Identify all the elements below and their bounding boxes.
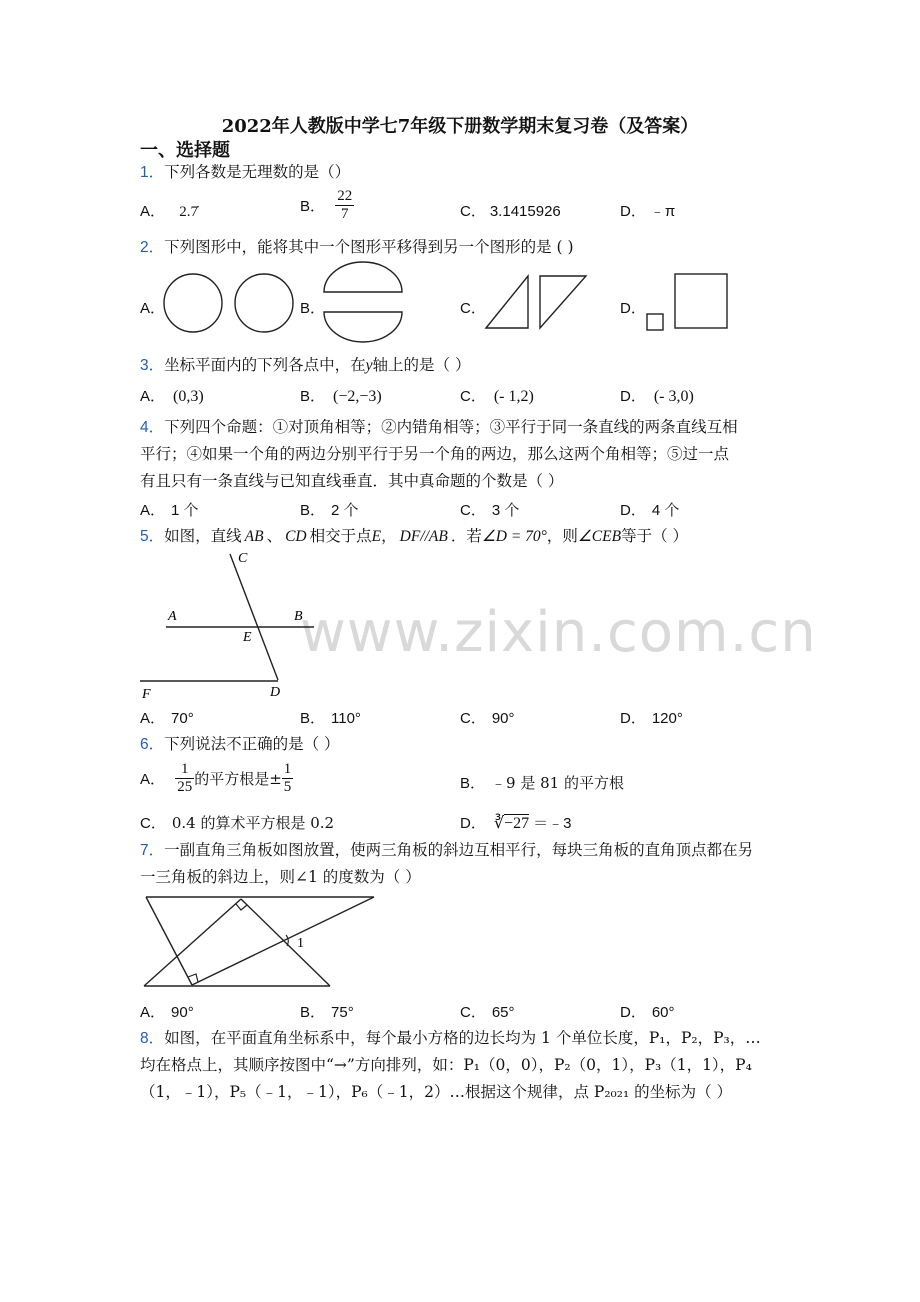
option-label: B． — [300, 502, 326, 519]
question-text: 相交于点 — [309, 527, 372, 545]
fraction: $\frac{22}{7}$ — [337, 188, 353, 222]
question-text: 下列说法不正确的是（ ） — [164, 735, 340, 753]
q7-option-d[interactable] — [620, 1001, 675, 1022]
q7-figure — [140, 892, 380, 992]
q6-option-a[interactable] — [140, 761, 293, 796]
question-text: 等于（ ） — [621, 527, 688, 545]
option-label: C． — [140, 815, 166, 832]
q6-option-c[interactable] — [140, 812, 334, 833]
q4-option-d[interactable] — [620, 499, 679, 520]
question-number: 4． — [140, 419, 165, 436]
question-text-tail: 轴上的是（ ） — [372, 356, 471, 374]
option-label: B． — [300, 198, 326, 215]
variable-y: y — [365, 357, 373, 374]
fraction: $\frac{1}{25}$ — [177, 761, 193, 795]
question-8-line-1 — [140, 1028, 761, 1049]
line-cd — [230, 554, 278, 680]
question-8-line-3: （1，﹣1），P₅（﹣1，﹣1），P₆（﹣1，2）…根据这个规律，点 P₂₀₂₁ 的坐标为（ ） — [140, 1083, 733, 1101]
option-label: C． — [460, 203, 486, 220]
question-number: 8． — [140, 1030, 165, 1047]
circle-shape-right — [235, 274, 293, 332]
option-label: A． — [140, 502, 166, 519]
option-value: (- 3,0) — [653, 388, 694, 405]
question-8-line-2: 均在格点上，其顺序按图中“→”方向排列，如：P₁（0，0），P₂（0，1），P₃（1，1），P₄ — [140, 1056, 752, 1074]
line-cd: CD — [285, 528, 307, 545]
semicircle-top — [324, 262, 402, 292]
q2-option-d[interactable]: D． — [620, 300, 646, 317]
option-value: 0.4 的算术平方根是 0.2 — [171, 814, 335, 832]
option-text: 的平方根是± — [194, 770, 282, 788]
question-3 — [140, 355, 470, 376]
option-label: D． — [620, 502, 646, 519]
comma: ， — [381, 527, 397, 545]
question-number: 6． — [140, 736, 165, 753]
question-number: 2． — [140, 239, 165, 256]
watermark: www.zixin.com.cn — [300, 600, 817, 665]
point-e: E — [371, 528, 382, 545]
option-label: D． — [620, 203, 646, 220]
parallel-condition: DF//AB — [399, 528, 448, 545]
question-text: 下列图形中，能将其中一个图形平移得到另一个图形的是 ( ) — [164, 238, 574, 256]
option-value: 3 个 — [491, 502, 520, 519]
label-a: A — [168, 609, 177, 624]
option-label: A． — [140, 1004, 166, 1021]
document-title: 2022年人教版中学七7年级下册数学期末复习卷（及答案） — [221, 116, 699, 137]
option-value: (−2,−3) — [333, 388, 382, 405]
q2-option-a[interactable]: A． — [140, 300, 166, 317]
question-4-line-2: 平行；④如果一个角的两边分别平行于另一个角的两边，那么这两个角相等；⑤过一点 — [140, 445, 730, 463]
q2-option-b[interactable]: B． — [300, 300, 326, 317]
question-text: ，则 — [546, 527, 578, 545]
option-value: 70° — [171, 710, 194, 727]
option-value: (- 1,2) — [493, 388, 534, 405]
q1-option-d[interactable] — [620, 200, 675, 221]
q2-figure-a — [160, 268, 285, 338]
circle-shape-left — [164, 274, 222, 332]
question-text: 坐标平面内的下列各点中，在 — [164, 356, 366, 374]
question-number: 7． — [140, 842, 165, 859]
option-label: A． — [140, 710, 166, 727]
semicircle-bottom — [324, 312, 402, 342]
line-ab: AB — [244, 528, 264, 545]
q2-figure-b — [318, 260, 408, 345]
option-value: 75° — [331, 1004, 354, 1021]
question-text: ．若 — [450, 527, 482, 545]
option-value: 1 个 — [171, 502, 199, 519]
angle-arc — [286, 935, 288, 946]
question-number: 5． — [140, 528, 165, 545]
right-angle-mark — [236, 904, 247, 910]
question-1 — [140, 162, 350, 183]
option-label: C． — [460, 1004, 486, 1021]
option-value: ﹣9 是 81 的平方根 — [491, 774, 624, 792]
q3-option-d[interactable] — [620, 385, 694, 406]
option-label: D． — [620, 1004, 646, 1021]
triangle-right — [540, 276, 586, 328]
option-label: A． — [140, 203, 166, 220]
option-value: 90° — [491, 710, 515, 727]
q2-option-c[interactable]: C． — [460, 300, 486, 317]
option-value: 65° — [491, 1004, 515, 1021]
option-label: B． — [460, 775, 486, 792]
option-label: C． — [460, 388, 486, 405]
q3-option-a[interactable] — [140, 385, 204, 406]
q2-figure-d — [645, 272, 735, 334]
q7-option-b[interactable] — [300, 1001, 354, 1022]
option-value: 2 个 — [331, 502, 359, 519]
q3-option-c[interactable] — [460, 385, 534, 406]
option-value: 90° — [171, 1004, 194, 1021]
question-7-line-1 — [140, 840, 753, 861]
option-value: 60° — [651, 1004, 675, 1021]
q4-option-b[interactable] — [300, 499, 359, 520]
q6-option-b[interactable] — [460, 772, 624, 793]
triangle-leg — [146, 897, 192, 985]
q5-option-a[interactable] — [140, 707, 194, 728]
small-square — [647, 314, 663, 330]
option-value: ＝﹣3 — [533, 815, 572, 832]
question-text: 下列各数是无理数的是（） — [164, 163, 351, 181]
triangle-left — [486, 276, 528, 328]
large-square — [675, 274, 727, 328]
question-4-line-3: 有且只有一条直线与已知直线垂直．其中真命题的个数是（ ） — [140, 472, 564, 490]
q3-option-b[interactable] — [300, 385, 382, 406]
option-label: D． — [620, 388, 646, 405]
q2-figure-c — [482, 270, 592, 332]
q5-figure — [138, 548, 318, 703]
label-f: F — [142, 687, 151, 702]
option-value: 110° — [331, 710, 361, 727]
q7-option-c[interactable] — [460, 1001, 515, 1022]
option-label: C． — [460, 710, 486, 727]
label-d: D — [270, 685, 281, 700]
q7-option-a[interactable] — [140, 1001, 194, 1022]
triangle-leg — [241, 899, 330, 986]
question-number: 1． — [140, 164, 165, 181]
question-7-line-2: 一三角板的斜边上，则∠1 的度数为（ ） — [140, 868, 421, 886]
option-label: A． — [140, 388, 166, 405]
option-label: D． — [460, 815, 486, 832]
section-heading: 一、选择题 — [140, 140, 230, 161]
q1-option-b[interactable] — [300, 188, 354, 223]
question-text: 如图，在平面直角坐标系中，每个最小方格的边长均为 1 个单位长度，P₁，P₂，P₃，… — [164, 1029, 761, 1047]
label-b: B — [294, 609, 303, 624]
q4-option-a[interactable] — [140, 499, 199, 520]
q5-option-d[interactable] — [620, 707, 683, 728]
radicand: −27 — [504, 815, 530, 832]
separator: 、 — [266, 527, 283, 545]
option-value: 2.7̇ — [179, 204, 198, 220]
question-2 — [140, 237, 574, 258]
question-6 — [140, 734, 340, 755]
cube-root-symbol: ∛ — [493, 815, 505, 832]
question-text: 下列四个命题：①对顶角相等；②内错角相等；③平行于同一条直线的两条直线互相 — [164, 418, 738, 436]
option-label: C． — [460, 502, 486, 519]
angle-label: 1 — [297, 936, 304, 951]
fraction: $\frac{1}{5}$ — [283, 761, 292, 795]
option-value: 4 个 — [651, 502, 680, 519]
option-label: D． — [620, 710, 646, 727]
question-4-line-1 — [140, 417, 738, 438]
question-number: 3． — [140, 357, 165, 374]
question-5 — [140, 526, 688, 547]
option-label: B． — [300, 710, 326, 727]
triangle-leg — [144, 899, 241, 986]
angle-ceb: ∠CEB — [577, 528, 622, 545]
option-label: A． — [140, 771, 166, 788]
angle-condition: ∠D = 70° — [481, 528, 547, 545]
option-label: B． — [300, 388, 326, 405]
q5-option-c[interactable] — [460, 707, 515, 728]
option-label: B． — [300, 1004, 326, 1021]
question-text: 如图，直线 — [164, 527, 242, 545]
q5-option-b[interactable] — [300, 707, 361, 728]
question-text: 一副直角三角板如图放置，使两三角板的斜边互相平行，每块三角板的直角顶点都在另 — [164, 841, 754, 859]
option-value: 3.1415926 — [489, 203, 561, 220]
label-e: E — [243, 630, 252, 645]
option-value: (0,3) — [173, 388, 204, 405]
q6-option-d[interactable] — [460, 812, 571, 833]
q4-option-c[interactable] — [460, 499, 519, 520]
q1-option-c[interactable] — [460, 200, 561, 221]
option-value: ﹣π — [649, 203, 676, 220]
q1-option-a[interactable] — [140, 200, 198, 221]
label-c: C — [238, 551, 248, 566]
option-value: 120° — [651, 710, 683, 727]
